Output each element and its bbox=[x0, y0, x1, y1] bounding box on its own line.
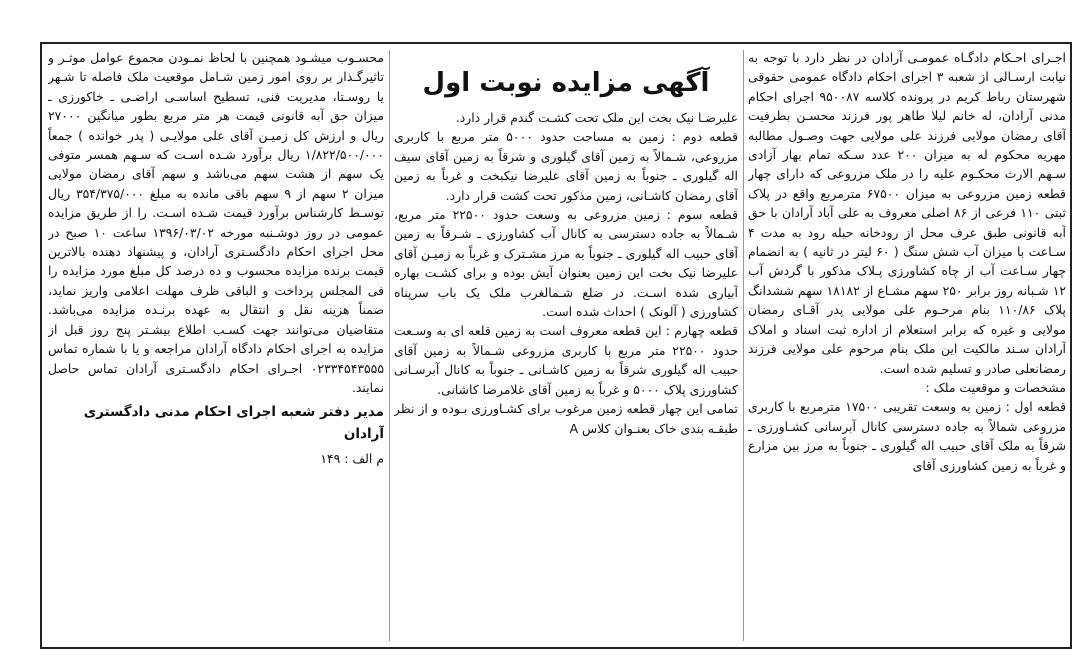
intro-paragraph: اجـرای احـکام دادگـاه عمومـی آرادان در نظر دارد با توجه به نیابت ارسـالی از شعبه ۳ اجرای احکام دادگاه عمومی حقوقی شهرستان رباط کریم در پرونده کلاسه ۹۵۰۰۸۷ اجرای احکام مدنی آرادان، له خانم لیلا طاهر پور فرزند محسـن بطرفیت آقای رمضان مولایی فرزند علی مولایی جهت وصـول مطالبه مهریه محکوم له به میزان ۲۰۰ عدد سـکه تمام بهار آزادی سـهم الارث محکـوم علیه را در ملک مزروعی که دارای چهار قطعه زمین مزروعی به میزان ۶۷۵۰۰ مترمربع واقع در پلاک ثبتی ۱۱۰ فرعی از ۸۶ اصلی معروف به علی آباد آرادان با حق آبه قانونی طبق عرف محل از رودخانه حبله رود به مدت ۴ سـاعت با میزان آب شش سنگ ( ۶۰ لیتر در ثانیه ) به انضمام چهار سـاعت آب از چاه کشاورزی پـلاک مذکور با گردش آب ۱۲ شـبانه روز برابر ۲۵۰ سهم مشـاع از ۱۸۱۸۲ سهم ششدانگ پلاک ۱۱۰/۸۶ بنام مرحـوم علی مولایی پدر آقـای رمضان مولایی و غیره که برابر استعلام از اداره ثبت اسناد و املاک آرادان سـند مالکیت این ملک بنام مرحوم علی مولایی فرزند رمضانعلی صادر و تسلیم شده است. bbox=[748, 50, 1066, 376]
plot-one-paragraph: قطعه اول : زمین به وسعت تقریبی ۱۷۵۰۰ مترمربع با کاربری مزروعی شمالاً به جاده دسترسی کانال آبرسانی کشـاورزی ـ شرقاً به ملک آقای حبیب اله گیلوری ـ جنوباً به مرز بین مزارع و غرباً به زمین کشاورزی آقای bbox=[748, 399, 1066, 473]
reference-number: م الف : ۱۴۹ bbox=[320, 451, 384, 467]
middle-column bbox=[394, 48, 738, 643]
property-specs-heading: مشخصات و موقعیت ملک : bbox=[925, 379, 1066, 395]
soil-class-paragraph: تمامی این چهار قطعه زمین مرغوب برای کشـاورزی بـوده و از نظر طبقـه بندی خاک بعنـوان کلاس A bbox=[394, 401, 738, 436]
signer: مدیر دفتر شعبه اجرای احکام مدنی دادگستری آرادان bbox=[83, 404, 384, 443]
plot-two-paragraph: قطعه دوم : زمین به مساحت حدود ۵۰۰۰ متر مربع با کاربری مزروعی، شـمالاً به زمین آقای گیلوری و شرقاً به زمین آقای سیف اله گیلوری ـ جنوباً به زمین آقای علیرضا نیکبخت و غرباً به زمین آقای رمضان کاشـانی، زمین مذکور تحت کشت قرار دارد. bbox=[394, 129, 738, 203]
notice-frame bbox=[40, 42, 1072, 649]
column-divider bbox=[389, 50, 390, 641]
right-column bbox=[748, 48, 1066, 643]
plot-three-paragraph: قطعه سوم : زمین مزروعی به وسعت حدود ۲۲۵۰۰ متر مربع، شـمالاً به جاده دسترسی به کانال آب کشاورزی ـ شـرقاً به زمین آقای حبیب اله گیلوری ـ جنوباً به مرز مشـترک و غرباً به زمیـن آقای علیرضا نیک بخت این زمین بعنوان آیش بوده و برای کشـت بهاره آبیاری شده اسـت. در ضلع شـمالغرب ملک یک باب سرپناه کشاورزی ( آلونک ) احداث شده است. bbox=[394, 207, 738, 320]
notice-title: آگهی مزایده نوبت اول bbox=[422, 68, 710, 98]
plot-one-continued: علیرضـا نیک بخت این ملک تحت کشـت گندم قرار دارد. bbox=[455, 110, 738, 125]
column-divider bbox=[743, 50, 744, 641]
auction-terms-paragraph: محسـوب میشـود همچنین با لحاظ نمـودن مجموع عوامل موثـر و تاثیرگـذار بر روی امور زمین شـامل موقعیت ملک فاصله تا شـهر یا روسـتا، مدیریت فنی، تسطیح اساسـی اراضـی ـ خاکورزی ـ میزان حق آبه قانونی قیمت هر متر مربع بطور میانگین ۲۷۰۰۰ ریال و ارزش کل زمیـن آقای علی مولایـی ( پدر خوانده ) جمعاً ۱/۸۲۲/۵۰۰/۰۰۰ ریال برآورد شـده اسـت که سـهم همسر متوفی یک سهم از هشت سهم می‌باشد و سهم آقای رمضان مولایی میزان ۲ سهم از ۹ سهم باقی مانده به مبلغ ۳۵۴/۳۷۵/۰۰۰ ریال توسـط کارشناس برآورد قیمت شـده اسـت. را از طریق مزایده عمومی در روز دوشـنبه مورخه ۱۳۹۶/۰۳/۰۲ ساعت ۱۰ صبح در محل اجرای احکام دادگسـتری آرادان، و پیشنهاد دهنده بالاترین قیمت برنده مزایده محسوب و ده درصد کل مبلغ مورد مزایده را فی المجلس پرداخت و الباقی ظرف مهلت اعلامی واریز نماید، ضمناً هزینه نقل و انتقال به عهده برنـده مزایده می‌باشد. متقاضیان می‌توانند جهت کسـب اطلاع بیشـتر پنج روز قبل از مزایده به اجرای احکام دادگاه آرادان مراجعه و یا با شماره تماس ۰۲۳۳۴۵۴۳۵۵۵ اجـرای احکام دادگسـتری آرادان تماس حاصل نمایند. bbox=[48, 50, 384, 395]
plot-four-paragraph: قطعه چهارم : این قطعه معروف است به زمین قلعه ای به وسـعت حدود ۲۲۵۰۰ متر مربع با کاربری مزروعی شـمالاً به زمین آقای حبیب اله گیلوری شرقاً به زمین کاشـانی ـ جنوباً به کانال آبرسـانی کشاورزی پلاک ۵۰۰۰ و غرباً به زمین آقای غلامرضا کاشانی. bbox=[394, 323, 738, 397]
left-column bbox=[48, 48, 384, 643]
